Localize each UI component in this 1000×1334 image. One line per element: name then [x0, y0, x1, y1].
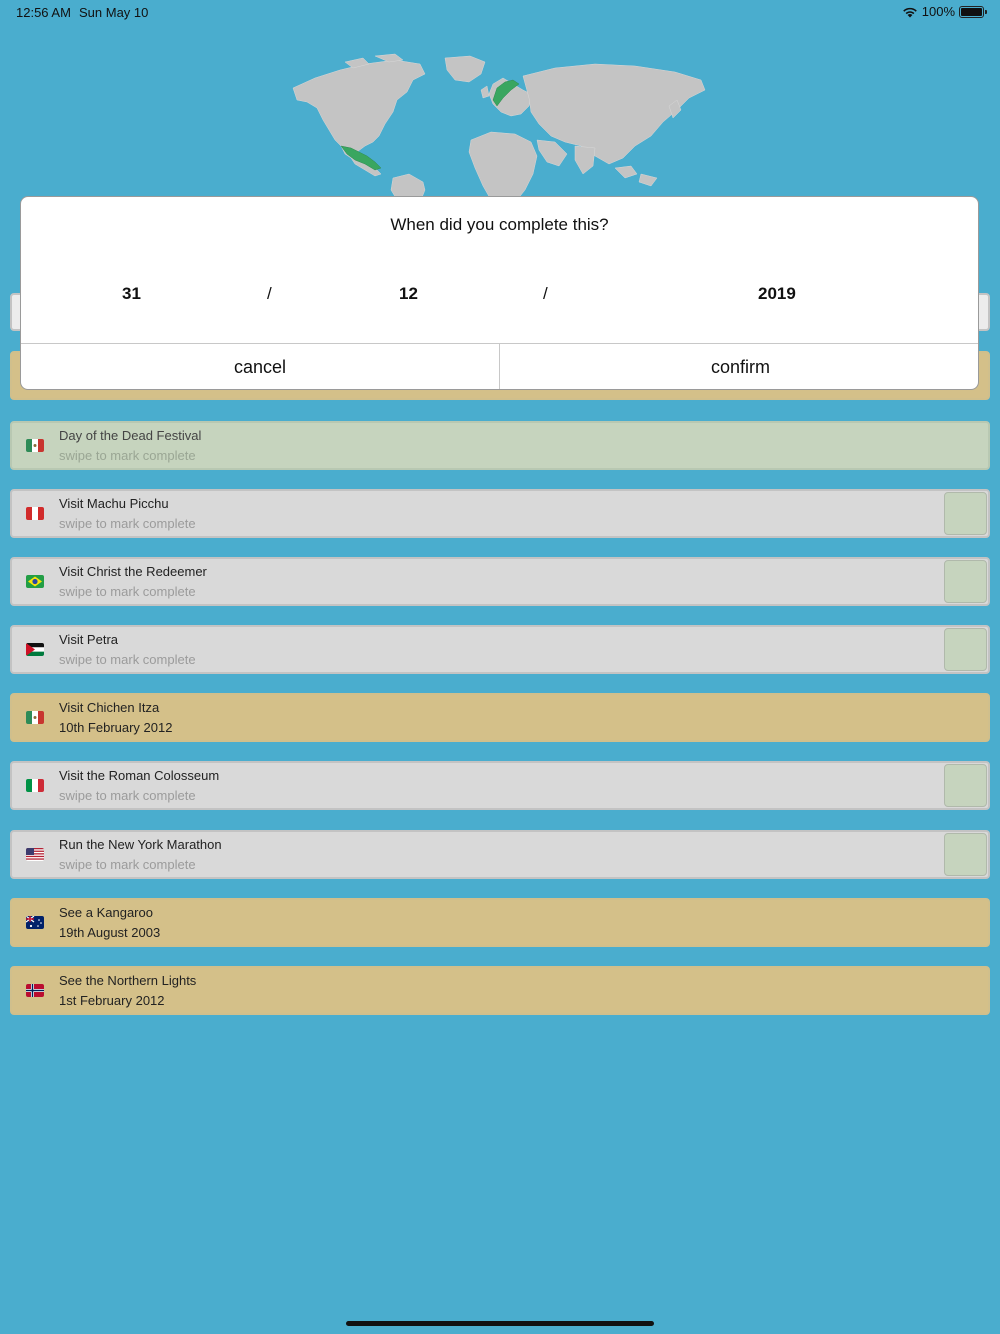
list-item[interactable] — [10, 761, 990, 810]
jordan-flag-icon — [26, 643, 44, 656]
status-bar — [0, 0, 1000, 24]
item-title: Visit the Roman Colosseum — [59, 768, 220, 783]
mexico-flag-icon — [26, 711, 44, 724]
complete-checkbox[interactable] — [944, 628, 987, 671]
item-subtitle: swipe to mark complete — [59, 788, 196, 803]
mexico-flag-icon — [26, 439, 44, 452]
item-completion-date: 10th February 2012 — [59, 720, 173, 735]
year-picker[interactable]: 2019 — [758, 284, 796, 303]
usa-flag-icon — [26, 848, 44, 861]
item-title: Visit Christ the Redeemer — [59, 564, 207, 579]
list-item[interactable] — [10, 898, 990, 947]
home-indicator[interactable] — [346, 1321, 654, 1326]
month-picker[interactable]: 12 — [399, 284, 418, 303]
list-item[interactable] — [10, 693, 990, 742]
brazil-flag-icon — [26, 575, 44, 588]
item-subtitle: swipe to mark complete — [59, 448, 196, 463]
item-completion-date: 1st February 2012 — [59, 993, 165, 1008]
world-map — [285, 50, 715, 200]
list-item[interactable] — [10, 625, 990, 674]
item-title: Visit Chichen Itza — [59, 700, 160, 715]
item-title: Run the New York Marathon — [59, 837, 222, 852]
item-title: Visit Machu Picchu — [59, 496, 169, 511]
item-title: Day of the Dead Festival — [59, 428, 202, 443]
norway-flag-icon — [26, 984, 44, 997]
complete-checkbox[interactable] — [944, 492, 987, 535]
item-title: See the Northern Lights — [59, 973, 197, 988]
australia-flag-icon — [26, 916, 44, 929]
italy-flag-icon — [26, 779, 44, 792]
complete-checkbox[interactable] — [944, 764, 987, 807]
date-separator: / — [267, 284, 272, 303]
day-picker[interactable]: 31 — [122, 284, 141, 303]
complete-checkbox[interactable] — [944, 560, 987, 603]
battery-icon — [959, 6, 984, 18]
status-date: Sun May 10 — [79, 5, 149, 20]
item-completion-date: 19th August 2003 — [59, 925, 161, 940]
item-subtitle: swipe to mark complete — [59, 857, 196, 872]
item-subtitle: swipe to mark complete — [59, 584, 196, 599]
cancel-button[interactable]: cancel — [21, 344, 500, 390]
list-item[interactable] — [10, 966, 990, 1015]
peru-flag-icon — [26, 507, 44, 520]
complete-checkbox[interactable] — [944, 833, 987, 876]
status-time: 12:56 AM — [16, 5, 71, 20]
dialog-title: When did you complete this? — [390, 215, 609, 234]
list-item[interactable] — [10, 421, 990, 470]
confirm-button[interactable]: confirm — [710, 357, 770, 377]
item-subtitle: swipe to mark complete — [59, 652, 196, 667]
item-subtitle: swipe to mark complete — [59, 516, 196, 531]
battery-percent: 100% — [921, 4, 955, 19]
date-separator: / — [543, 284, 548, 303]
item-title: See a Kangaroo — [59, 905, 153, 920]
status-indicators — [902, 4, 984, 19]
list-item[interactable] — [10, 557, 990, 606]
list-item[interactable] — [10, 830, 990, 879]
list-item[interactable] — [10, 489, 990, 538]
completion-date-dialog — [20, 196, 979, 390]
item-title: Visit Petra — [59, 632, 119, 647]
wifi-icon — [902, 6, 918, 18]
